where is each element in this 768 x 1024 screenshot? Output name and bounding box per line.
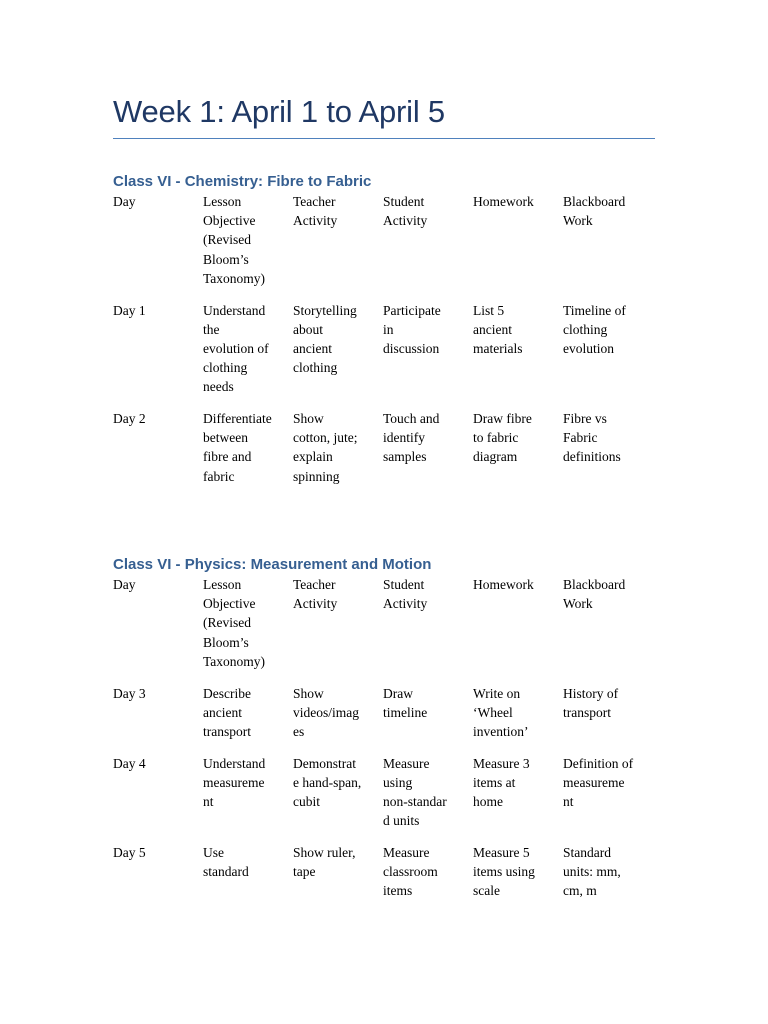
- cell-text: evolution: [563, 340, 614, 356]
- cell-text: standard: [203, 864, 249, 880]
- table-cell: [383, 754, 473, 843]
- cell-text: transport: [563, 704, 611, 720]
- cell-text: Taxonomy): [203, 653, 266, 669]
- table-cell: [113, 409, 203, 498]
- table-cell: [113, 684, 203, 754]
- table-cell: [293, 843, 383, 913]
- cell-text: to fabric: [473, 430, 519, 446]
- header-cell: [113, 192, 203, 301]
- cell-text: Objective: [203, 596, 256, 612]
- section-heading: Class VI - Physics: Measurement and Motion: [113, 556, 432, 573]
- table-cell: [113, 843, 203, 913]
- cell-text: between: [203, 430, 248, 446]
- cell-text: Timeline of: [563, 302, 626, 318]
- table-cell: [203, 754, 293, 843]
- cell-text: es: [293, 723, 305, 739]
- table-cell: [293, 409, 383, 498]
- table-cell: [203, 684, 293, 754]
- cell-text: cm, m: [563, 883, 597, 899]
- table-cell: [293, 754, 383, 843]
- table-cell: [113, 754, 203, 843]
- cell-text: non-standar: [383, 794, 447, 810]
- cell-text: d units: [383, 813, 420, 829]
- cell-text: Participate: [383, 302, 441, 318]
- table-cell: [383, 684, 473, 754]
- cell-text: Fibre vs: [563, 411, 607, 427]
- table-cell: [383, 301, 473, 410]
- table-cell: [203, 409, 293, 498]
- cell-text: Demonstrat: [293, 755, 356, 771]
- cell-text: identify: [383, 430, 425, 446]
- cell-text: measureme: [563, 774, 625, 790]
- header-cell: [563, 575, 655, 684]
- cell-text: Day 2: [113, 411, 146, 427]
- cell-text: ancient: [293, 340, 332, 356]
- cell-text: History of: [563, 685, 619, 701]
- table-cell: [473, 684, 563, 754]
- cell-text: Storytelling: [293, 302, 357, 318]
- cell-text: Objective: [203, 213, 256, 229]
- chemistry-section: [113, 172, 655, 498]
- cell-text: Day: [113, 194, 136, 209]
- cell-text: Teacher: [293, 577, 336, 592]
- cell-text: Use: [203, 844, 224, 860]
- header-cell: [203, 192, 293, 301]
- cell-text: Work: [563, 213, 593, 229]
- cell-text: Show: [293, 411, 324, 427]
- cell-text: fabric: [203, 468, 235, 484]
- cell-text: Student: [383, 194, 425, 209]
- cell-text: measureme: [203, 774, 265, 790]
- cell-text: items: [383, 883, 413, 899]
- cell-text: discussion: [383, 340, 440, 356]
- cell-text: items at: [473, 774, 516, 790]
- cell-text: diagram: [473, 449, 518, 465]
- cell-text: Measure 3: [473, 755, 530, 771]
- header-cell: [563, 192, 655, 301]
- title-divider: [113, 138, 655, 139]
- cell-text: clothing: [563, 321, 608, 337]
- cell-text: Work: [563, 596, 593, 612]
- table-cell: [563, 301, 655, 410]
- cell-text: Describe: [203, 685, 251, 701]
- cell-text: Activity: [293, 213, 338, 229]
- cell-text: Activity: [293, 596, 338, 612]
- table-cell: [203, 843, 293, 913]
- cell-text: (Revised: [203, 232, 251, 248]
- table-row: [113, 301, 655, 410]
- header-cell: [383, 192, 473, 301]
- cell-text: cubit: [293, 794, 320, 810]
- cell-text: Draw fibre: [473, 411, 532, 427]
- cell-text: Bloom’s: [203, 251, 249, 267]
- cell-text: Touch and: [383, 411, 440, 427]
- table-cell: [473, 843, 563, 913]
- table-cell: [293, 301, 383, 410]
- cell-text: (Revised: [203, 615, 251, 631]
- cell-text: Taxonomy): [203, 270, 266, 286]
- cell-text: the: [203, 321, 220, 337]
- table-cell: [203, 301, 293, 410]
- cell-text: tape: [293, 864, 316, 880]
- section-heading: Class VI - Chemistry: Fibre to Fabric: [113, 173, 372, 190]
- table-row: [113, 843, 655, 913]
- cell-text: Student: [383, 577, 425, 592]
- cell-text: spinning: [293, 468, 340, 484]
- cell-text: Homework: [473, 577, 534, 592]
- header-cell: [293, 575, 383, 684]
- table-header-row: [113, 192, 655, 301]
- table-cell: [383, 409, 473, 498]
- cell-text: Blackboard: [563, 577, 626, 592]
- cell-text: Activity: [383, 213, 428, 229]
- cell-text: Measure 5: [473, 844, 530, 860]
- cell-text: e hand-span,: [293, 774, 362, 790]
- cell-text: Understand: [203, 755, 266, 771]
- table-cell: [563, 409, 655, 498]
- cell-text: nt: [203, 794, 214, 810]
- table-cell: [563, 843, 655, 913]
- cell-text: ancient: [203, 704, 242, 720]
- cell-text: in: [383, 321, 394, 337]
- cell-text: transport: [203, 723, 251, 739]
- cell-text: using: [383, 774, 413, 790]
- cell-text: Draw: [383, 685, 413, 701]
- cell-text: Day 5: [113, 844, 146, 860]
- header-cell: [293, 192, 383, 301]
- cell-text: nt: [563, 794, 574, 810]
- cell-text: Day 1: [113, 302, 146, 318]
- cell-text: clothing: [203, 360, 248, 376]
- header-cell: [473, 575, 563, 684]
- cell-text: Differentiate: [203, 411, 272, 427]
- cell-text: Day 3: [113, 685, 146, 701]
- cell-text: Day 4: [113, 755, 146, 771]
- cell-text: cotton, jute;: [293, 430, 358, 446]
- cell-text: Activity: [383, 596, 428, 612]
- cell-text: Lesson: [203, 194, 242, 209]
- cell-text: Bloom’s: [203, 634, 249, 650]
- cell-text: List 5: [473, 302, 505, 318]
- cell-text: timeline: [383, 704, 428, 720]
- cell-text: Definition of: [563, 755, 634, 771]
- lesson-plan-table: [113, 575, 655, 913]
- physics-section: [113, 555, 655, 913]
- header-cell: [473, 192, 563, 301]
- cell-text: Lesson: [203, 577, 242, 592]
- cell-text: Day: [113, 577, 136, 592]
- cell-text: Fabric: [563, 430, 598, 446]
- header-cell: [383, 575, 473, 684]
- cell-text: scale: [473, 883, 500, 899]
- cell-text: explain: [293, 449, 333, 465]
- cell-text: clothing: [293, 360, 338, 376]
- table-row: [113, 684, 655, 754]
- cell-text: about: [293, 321, 323, 337]
- cell-text: Understand: [203, 302, 266, 318]
- cell-text: Blackboard: [563, 194, 626, 209]
- cell-text: invention’: [473, 723, 529, 739]
- lesson-plan-table: [113, 192, 655, 498]
- cell-text: definitions: [563, 449, 621, 465]
- cell-text: samples: [383, 449, 427, 465]
- table-cell: [113, 301, 203, 410]
- week-title: Week 1: April 1 to April 5: [113, 94, 445, 129]
- cell-text: Show: [293, 685, 324, 701]
- cell-text: ‘Wheel: [473, 704, 513, 720]
- header-cell: [203, 575, 293, 684]
- cell-text: Show ruler,: [293, 844, 356, 860]
- table-row: [113, 409, 655, 498]
- cell-text: units: mm,: [563, 864, 621, 880]
- table-cell: [473, 754, 563, 843]
- table-cell: [563, 754, 655, 843]
- cell-text: ancient: [473, 321, 512, 337]
- table-cell: [473, 301, 563, 410]
- cell-text: items using: [473, 864, 535, 880]
- cell-text: needs: [203, 379, 234, 395]
- table-header-row: [113, 575, 655, 684]
- cell-text: fibre and: [203, 449, 252, 465]
- cell-text: Teacher: [293, 194, 336, 209]
- table-cell: [563, 684, 655, 754]
- cell-text: videos/imag: [293, 704, 359, 720]
- table-cell: [473, 409, 563, 498]
- cell-text: home: [473, 794, 503, 810]
- cell-text: classroom: [383, 864, 438, 880]
- table-cell: [383, 843, 473, 913]
- cell-text: Write on: [473, 685, 521, 701]
- header-cell: [113, 575, 203, 684]
- table-cell: [293, 684, 383, 754]
- cell-text: Standard: [563, 844, 611, 860]
- cell-text: Measure: [383, 755, 430, 771]
- cell-text: Measure: [383, 844, 430, 860]
- cell-text: Homework: [473, 194, 534, 209]
- cell-text: materials: [473, 340, 523, 356]
- table-row: [113, 754, 655, 843]
- cell-text: evolution of: [203, 340, 269, 356]
